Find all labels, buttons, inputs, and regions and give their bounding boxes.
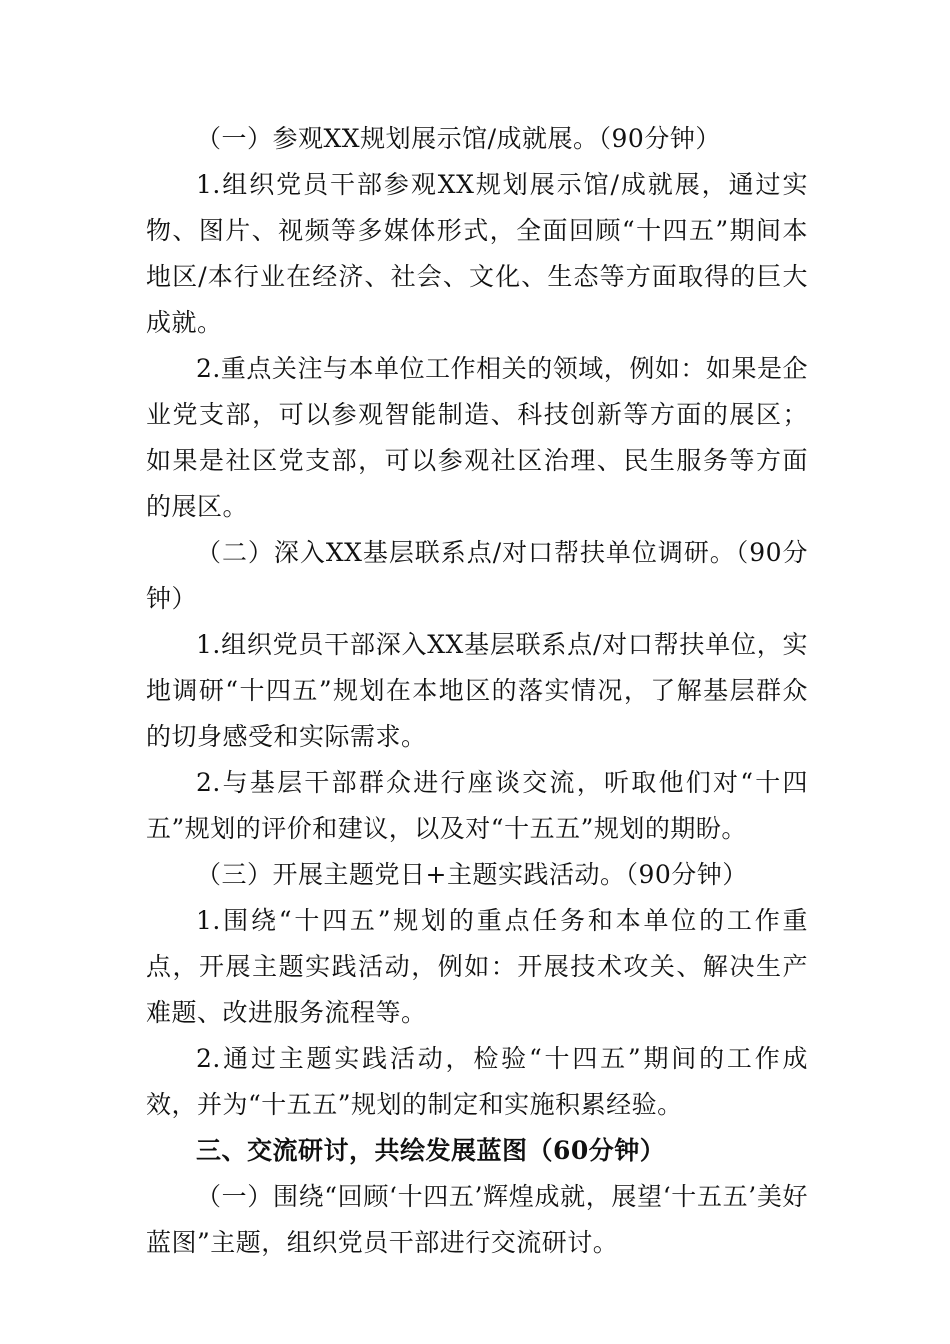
document-page xyxy=(146,116,808,1266)
section-heading-2: （二）深入XX基层联系点/对口帮扶单位调研。（90分钟） xyxy=(146,538,808,613)
paragraph-2-2: 2.与基层干部群众进行座谈交流，听取他们对“十四五”规划的评价和建议，以及对“十五五”规划的期盼。 xyxy=(146,768,808,843)
paragraph-1-2: 2.重点关注与本单位工作相关的领域，例如：如果是企业党支部，可以参观智能制造、科技创新等方面的展区；如果是社区党支部，可以参观社区治理、民生服务等方面的展区。 xyxy=(146,354,808,521)
paragraph-4-1: （一）围绕“回顾‘十四五’辉煌成就，展望‘十五五’美好蓝图”主题，组织党员干部进行交流研讨。 xyxy=(146,1182,808,1257)
chapter-heading-3: 三、交流研讨，共绘发展蓝图（60分钟） xyxy=(196,1136,666,1165)
section-heading-1: （一）参观XX规划展示馆/成就展。（90分钟） xyxy=(196,124,721,153)
paragraph-3-2: 2.通过主题实践活动，检验“十四五”期间的工作成效，并为“十五五”规划的制定和实施积累经验。 xyxy=(146,1044,808,1119)
paragraph-1-1: 1.组织党员干部参观XX规划展示馆/成就展，通过实物、图片、视频等多媒体形式，全面回顾“十四五”期间本地区/本行业在经济、社会、文化、生态等方面取得的巨大成就。 xyxy=(146,170,808,337)
paragraph-2-1: 1.组织党员干部深入XX基层联系点/对口帮扶单位，实地调研“十四五”规划在本地区的落实情况，了解基层群众的切身感受和实际需求。 xyxy=(146,630,808,751)
paragraph-3-1: 1.围绕“十四五”规划的重点任务和本单位的工作重点，开展主题实践活动，例如：开展技术攻关、解决生产难题、改进服务流程等。 xyxy=(146,906,808,1027)
section-heading-3: （三）开展主题党日+主题实践活动。（90分钟） xyxy=(196,860,748,889)
